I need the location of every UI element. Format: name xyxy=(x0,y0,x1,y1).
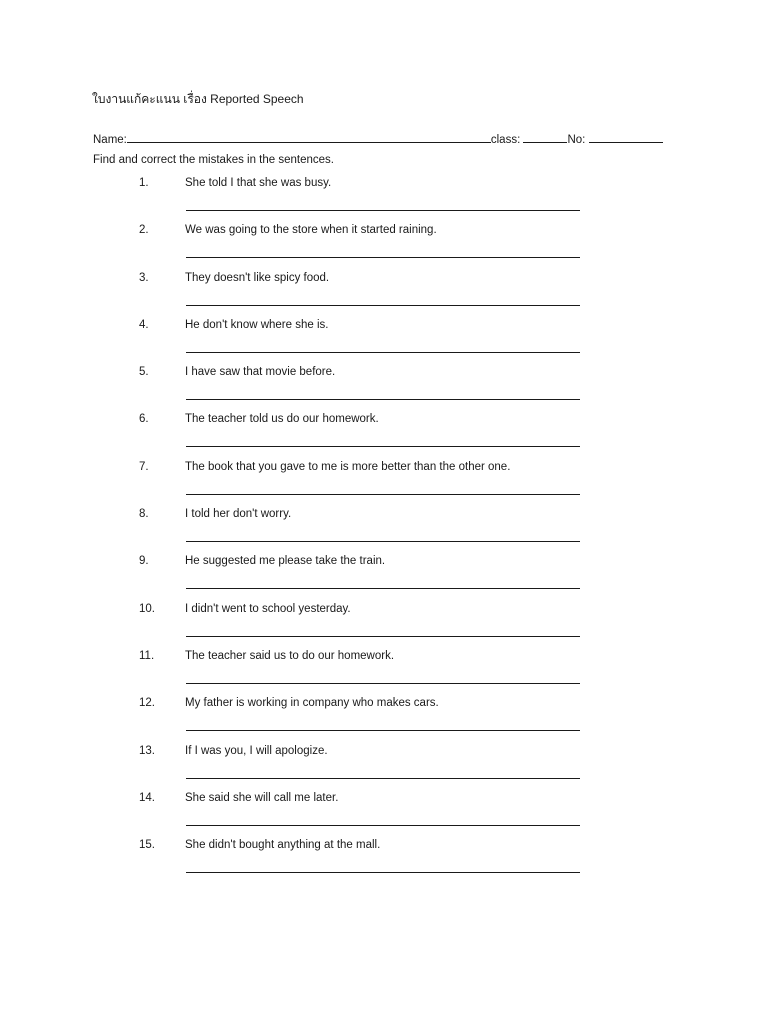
exercise-item xyxy=(0,792,768,839)
exercise-item xyxy=(0,745,768,792)
answer-line[interactable] xyxy=(186,399,580,400)
exercise-item xyxy=(0,366,768,413)
exercise-item xyxy=(0,319,768,366)
instructions: Find and correct the mistakes in the sentences. xyxy=(93,154,334,166)
class-label: class: xyxy=(490,134,521,146)
item-sentence: He suggested me please take the train. xyxy=(185,555,386,568)
item-number: 5. xyxy=(139,366,149,379)
item-sentence: They doesn't like spicy food. xyxy=(185,271,330,284)
name-field[interactable] xyxy=(127,133,491,143)
answer-line[interactable] xyxy=(186,541,580,542)
item-sentence: She said she will call me later. xyxy=(185,791,339,804)
item-sentence: The book that you gave to me is more better than the other one. xyxy=(185,460,511,473)
exercise-item xyxy=(0,272,768,319)
worksheet-title: ใบงานแก้คะแนน เรื่อง Reported Speech xyxy=(92,92,304,106)
exercise-list xyxy=(0,177,768,886)
exercise-item xyxy=(0,461,768,508)
item-number: 2. xyxy=(139,224,149,237)
no-label: No: xyxy=(567,134,586,146)
exercise-item xyxy=(0,224,768,271)
class-field[interactable] xyxy=(523,133,567,143)
item-sentence: My father is working in company who makes cars. xyxy=(185,697,439,710)
item-number: 11. xyxy=(139,649,155,662)
item-sentence: If I was you, I will apologize. xyxy=(185,744,328,757)
answer-line[interactable] xyxy=(186,588,580,589)
exercise-item xyxy=(0,413,768,460)
item-number: 9. xyxy=(139,555,149,568)
answer-line[interactable] xyxy=(186,446,580,447)
answer-line[interactable] xyxy=(186,636,580,637)
item-sentence: The teacher told us do our homework. xyxy=(185,413,379,426)
item-number: 6. xyxy=(139,413,149,426)
answer-line[interactable] xyxy=(186,257,580,258)
item-sentence: The teacher said us to do our homework. xyxy=(185,649,395,662)
answer-line[interactable] xyxy=(186,730,580,731)
item-sentence: We was going to the store when it started raining. xyxy=(185,224,437,237)
answer-line[interactable] xyxy=(186,683,580,684)
student-info-line xyxy=(93,133,663,146)
answer-line[interactable] xyxy=(186,494,580,495)
name-label: Name: xyxy=(93,134,127,146)
item-sentence: She didn't bought anything at the mall. xyxy=(185,839,381,852)
item-sentence: I told her don't worry. xyxy=(185,508,292,521)
item-sentence: She told I that she was busy. xyxy=(185,177,332,189)
answer-line[interactable] xyxy=(186,210,580,211)
item-sentence: He don't know where she is. xyxy=(185,318,329,331)
item-number: 10. xyxy=(139,602,155,615)
exercise-item xyxy=(0,603,768,650)
item-number: 4. xyxy=(139,318,149,331)
answer-line[interactable] xyxy=(186,778,580,779)
exercise-item xyxy=(0,508,768,555)
answer-line[interactable] xyxy=(186,825,580,826)
item-number: 7. xyxy=(139,460,149,473)
item-number: 1. xyxy=(139,177,149,189)
item-number: 12. xyxy=(139,697,155,710)
exercise-item xyxy=(0,697,768,744)
no-field[interactable] xyxy=(589,133,663,143)
exercise-item xyxy=(0,177,768,224)
item-sentence: I have saw that movie before. xyxy=(185,366,336,379)
exercise-item xyxy=(0,650,768,697)
item-number: 14. xyxy=(139,791,155,804)
item-number: 13. xyxy=(139,744,155,757)
item-number: 15. xyxy=(139,839,155,852)
exercise-item xyxy=(0,839,768,886)
answer-line[interactable] xyxy=(186,352,580,353)
item-number: 3. xyxy=(139,271,149,284)
answer-line[interactable] xyxy=(186,305,580,306)
item-number: 8. xyxy=(139,508,149,521)
item-sentence: I didn't went to school yesterday. xyxy=(185,602,351,615)
answer-line[interactable] xyxy=(186,872,580,873)
exercise-item xyxy=(0,555,768,602)
